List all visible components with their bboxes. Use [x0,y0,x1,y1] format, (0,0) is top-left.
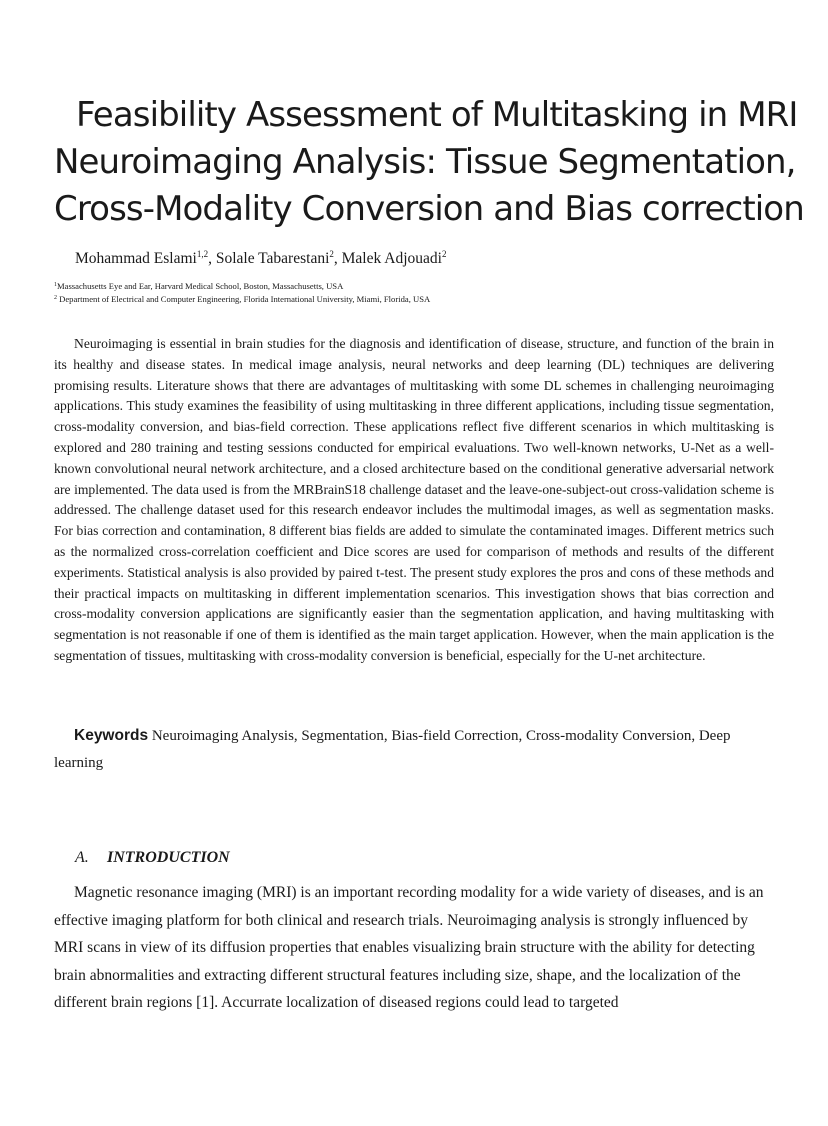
author-name: Malek Adjouadi [341,250,442,267]
affiliation-mark: 2 [54,295,57,301]
keywords-text: Neuroimaging Analysis, Segmentation, Bias-field Correction, Cross-modality Conversion, Deep learning [54,728,731,771]
author-name: Mohammad Eslami [75,250,197,267]
affiliation-text: Massachusetts Eye and Ear, Harvard Medical School, Boston, Massachusetts, USA [57,281,344,291]
title-line: Feasibility Assessment of Multitasking in MRI [76,95,798,135]
section-heading [75,849,230,867]
introduction-paragraph: Magnetic resonance imaging (MRI) is an important recording modality for a wide variety of diseases, and is an effective imaging platform for both clinical and research trials. Neuroimaging analysis is strongly influenced by MRI scans in view of its diffusion properties that enables visualizing brain structure with the ability for detecting brain abnormalities and extracting different structural features including size, shape, and the localization of the different brain regions [1]. Accurrate localization of diseased regions could lead to targeted [54,884,764,1011]
author-affiliation-mark: 2 [329,249,334,259]
abstract: Neuroimaging is essential in brain studies for the diagnosis and identification of disease, structure, and function of the brain in its healthy and disease states. In medical image analysis, neural networks and deep learning (DL) techniques are delivering promising results. Literature shows that there are advantages of multitasking with some DL schemes in challenging neuroimaging applications. This study examines the feasibility of using multitasking in three different applications, including tissue segmentation, cross-modality conversion, and bias-field correction. These applications reflect five different scenarios in which multitasking is explored and 280 training and testing sessions conducted for empirical evaluations. Two well-known networks, U-Net as a well-known convolutional neural network architecture, and a closed architecture based on the conditional generative adversarial network are implemented. The data used is from the MRBrainS18 challenge dataset and the leave-one-subject-out cross-validation scheme is addressed. The challenge dataset used for this research endeavor includes the multimodal images, as well as segmentation masks. For bias correction and contamination, 8 different bias fields are added to simulate the contaminated images. Different metrics such as the normalized cross-correlation coefficient and Dice scores are used for comparison of methods and results of the different experiments. Statistical analysis is also provided by paired t-test. The present study explores the pros and cons of these methods and their practical impacts on multitasking in different implementation scenarios. This investigation shows that bias correction and cross-modality conversion applications are significantly easier than the segmentation application, and having multitasking with segmentation is not reasonable if one of them is identified as the main target application. However, when the main application is the segmentation of tissues, multitasking with cross-modality conversion is beneficial, especially for the U-net architecture. [54,336,774,663]
title-line: Neuroimaging Analysis: Tissue Segmentation, [54,142,796,182]
author-affiliation-mark: 2 [441,249,447,259]
author-list [75,249,446,268]
author-separator: , [333,250,342,267]
paper-title [54,92,804,233]
affiliation [54,281,343,291]
author-separator: , [208,250,216,267]
author-name: Solale Tabarestani [215,250,330,267]
section-name: INTRODUCTION [107,849,230,866]
keywords-label: Keywords [74,727,149,744]
affiliation-text: Department of Electrical and Computer Engineering, Florida International University, Miami, Florida, USA [57,294,431,304]
title-line: Cross-Modality Conversion and Bias correction [54,189,804,229]
affiliation-mark: 1 [54,282,57,288]
author-affiliation-mark: 1,2 [196,249,209,259]
keywords [54,722,774,777]
affiliation [54,294,430,304]
section-number: A. [75,849,89,866]
